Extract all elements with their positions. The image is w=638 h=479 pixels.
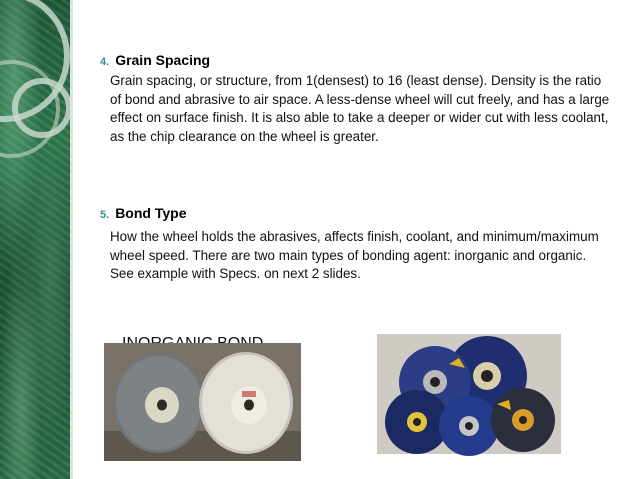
cutting-discs-photo bbox=[377, 334, 561, 454]
section-heading-bond-type bbox=[100, 205, 186, 221]
section-title: Bond Type bbox=[115, 205, 187, 221]
grinding-wheels-illustration bbox=[104, 343, 301, 461]
marble-sidebar bbox=[0, 0, 70, 479]
section-number: 5. bbox=[100, 209, 110, 221]
cutting-discs-illustration bbox=[377, 334, 561, 454]
section-number: 4. bbox=[100, 56, 110, 68]
section-heading-grain-spacing bbox=[100, 52, 210, 68]
decorative-ring bbox=[12, 78, 72, 138]
grinding-wheels-photo bbox=[104, 343, 301, 461]
section-body-grain-spacing: Grain spacing, or structure, from 1(densest) to 16 (least dense). Density is the ratio of bond and abrasive to air space. A less-dense wheel will cut freely, and has a large effect on surface finish. It is also able to take a deeper or wider cut with less coolant, as the chip clearance on the wheel is greater. bbox=[110, 73, 610, 144]
image-caption bbox=[122, 332, 312, 343]
sidebar-divider bbox=[70, 0, 73, 479]
section-title: Grain Spacing bbox=[115, 52, 211, 68]
section-body-bond-type: How the wheel holds the abrasives, affects finish, coolant, and minimum/maximum wheel speed. There are two main types of bonding agent: inorganic and organic. See example with Specs. on next 2 slides. bbox=[110, 229, 599, 281]
